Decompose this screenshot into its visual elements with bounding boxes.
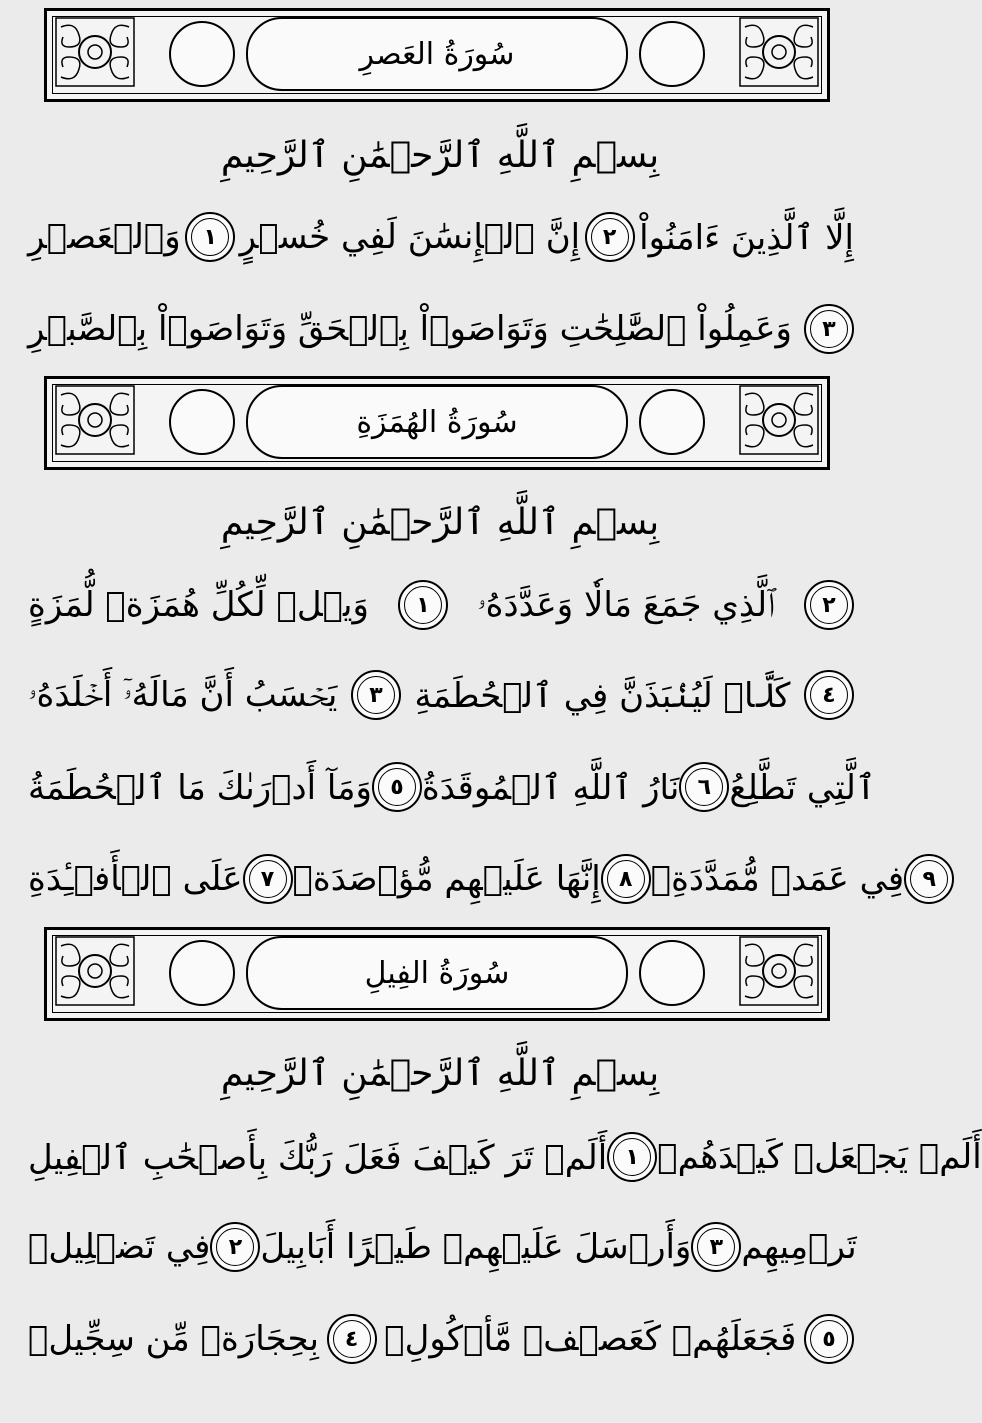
basmala: بِسۡمِ ٱللَّهِ ٱلرَّحۡمَٰنِ ٱلرَّحِيمِ (220, 1053, 660, 1094)
verse-text: فِي عَمَدٖ مُّمَدَّدَةِۭ (650, 859, 905, 899)
ayah-number-marker (804, 304, 854, 354)
verse-text: وَمَآ أَدۡرَىٰكَ مَا ٱلۡحُطَمَةُ (28, 767, 372, 808)
arabesque-ornament-icon (55, 936, 135, 1006)
surah-title-cartouche (246, 385, 628, 459)
verse-line (28, 1124, 982, 1190)
verse-text: وَيۡلٞ لِّكُلِّ هُمَزَةٖ لُّمَزَةٍ (28, 585, 369, 625)
ayah-number-marker (398, 580, 448, 630)
verse-text: إِلَّا ٱلَّذِينَ ءَامَنُواْ (639, 217, 854, 258)
ayah-number: ٢ (822, 592, 836, 618)
ayah-number: ٨ (618, 866, 633, 892)
medallion-circle (639, 940, 705, 1006)
verse-text: أَلَمۡ يَجۡعَلۡ كَيۡدَهُمۡ (657, 1137, 982, 1177)
ayah-number: ٦ (697, 774, 712, 800)
verse-text: وَعَمِلُواْ ٱلصَّٰلِحَٰتِ وَتَوَاصَوۡاْ بِٱلۡحَقِّ وَتَوَاصَوۡاْ بِٱلصَّبۡرِ (28, 309, 792, 349)
ayah-number: ٧ (260, 866, 275, 892)
ayah-number-marker (210, 1222, 260, 1272)
ayah-number: ١ (416, 592, 430, 618)
ayah-number: ٣ (709, 1234, 724, 1260)
verse-text: تَرۡمِيهِم (741, 1227, 857, 1267)
ayah-number-marker (601, 854, 651, 904)
surah-title: سُورَةُ العَصرِ (359, 36, 515, 72)
verse-text: ٱلَّذِي جَمَعَ مَالٗا وَعَدَّدَهُۥ (477, 585, 775, 625)
verse-text: أَلَمۡ تَرَ كَيۡفَ فَعَلَ رَبُّكَ بِأَصۡحَٰبِ ٱلۡفِيلِ (28, 1137, 608, 1178)
verse-line (28, 754, 876, 820)
ayah-number-marker (804, 670, 854, 720)
surah-header-al-asr (44, 8, 830, 102)
verse-text: إِنَّ ٱلۡإِنسَٰنَ لَفِي خُسۡرٍ (239, 217, 581, 257)
verse-text: وَٱلۡعَصۡرِ (28, 217, 181, 257)
ayah-number-marker (185, 212, 235, 262)
ayah-number: ٣ (369, 682, 383, 708)
arabesque-ornament-icon (55, 17, 135, 87)
verse-line (28, 204, 854, 270)
ayah-number: ٢ (228, 1234, 243, 1260)
verse-text: فَجَعَلَهُمۡ كَعَصۡفٖ مَّأۡكُولِۭ (384, 1319, 797, 1359)
surah-title: سُورَةُ الفِيلِ (364, 955, 510, 991)
ayah-number: ٤ (822, 682, 836, 708)
surah-title-cartouche (246, 17, 628, 91)
medallion-circle (169, 940, 235, 1006)
verse-text: نَارُ ٱللَّهِ ٱلۡمُوقَدَةُ (421, 767, 680, 808)
ayah-number-marker (804, 1314, 854, 1364)
arabesque-ornament-icon (739, 17, 819, 87)
verse-text: كَلَّاۖ لَيُنۢبَذَنَّ فِي ٱلۡحُطَمَةِ (414, 675, 791, 716)
ayah-number: ١ (203, 224, 217, 250)
ayah-number-marker (607, 1132, 657, 1182)
arabesque-ornament-icon (55, 385, 135, 455)
ayah-number: ٥ (822, 1326, 836, 1352)
verse-text: عَلَى ٱلۡأَفۡـِٔدَةِ (28, 859, 243, 899)
arabesque-ornament-icon (739, 936, 819, 1006)
verse-line (28, 846, 936, 912)
medallion-circle (169, 21, 235, 87)
ayah-number-marker (243, 854, 293, 904)
ayah-number-marker (585, 212, 635, 262)
medallion-circle (639, 389, 705, 455)
verse-line (28, 572, 854, 638)
ayah-number-marker (691, 1222, 741, 1272)
ayah-number-marker (804, 580, 854, 630)
verse-line (28, 296, 854, 362)
ayah-number-marker (904, 854, 954, 904)
ayah-number-marker (351, 670, 401, 720)
verse-text: ٱلَّتِي تَطَّلِعُ (729, 767, 876, 808)
ayah-number: ١ (625, 1144, 639, 1170)
ayah-number: ٣ (822, 316, 836, 342)
verse-text: بِحِجَارَةٖ مِّن سِجِّيلٖ (28, 1319, 319, 1359)
basmala: بِسۡمِ ٱللَّهِ ٱلرَّحۡمَٰنِ ٱلرَّحِيمِ (220, 135, 660, 176)
ayah-number: ٢ (602, 224, 617, 250)
arabesque-ornament-icon (739, 385, 819, 455)
verse-text: فِي تَضۡلِيلٖ (28, 1227, 211, 1267)
verse-line (28, 1306, 854, 1372)
verse-text: إِنَّهَا عَلَيۡهِم مُّؤۡصَدَةٞ (292, 859, 601, 899)
verse-line (28, 1214, 857, 1280)
surah-title-cartouche (246, 936, 628, 1010)
ayah-number: ٩ (922, 866, 936, 892)
medallion-circle (639, 21, 705, 87)
surah-title: سُورَةُ الهُمَزَةِ (356, 404, 518, 440)
surah-header-al-humazah (44, 376, 830, 470)
ayah-number-marker (372, 762, 422, 812)
medallion-circle (169, 389, 235, 455)
basmala: بِسۡمِ ٱللَّهِ ٱلرَّحۡمَٰنِ ٱلرَّحِيمِ (220, 502, 660, 543)
verse-text: يَحۡسَبُ أَنَّ مَالَهُۥٓ أَخۡلَدَهُۥ (28, 675, 338, 715)
verse-line (28, 662, 854, 728)
surah-header-al-fil (44, 927, 830, 1021)
verse-text: وَأَرۡسَلَ عَلَيۡهِمۡ طَيۡرًا أَبَابِيلَ (260, 1227, 692, 1267)
ayah-number: ٥ (390, 774, 404, 800)
ayah-number: ٤ (344, 1326, 359, 1352)
ayah-number-marker (327, 1314, 377, 1364)
ayah-number-marker (679, 762, 729, 812)
